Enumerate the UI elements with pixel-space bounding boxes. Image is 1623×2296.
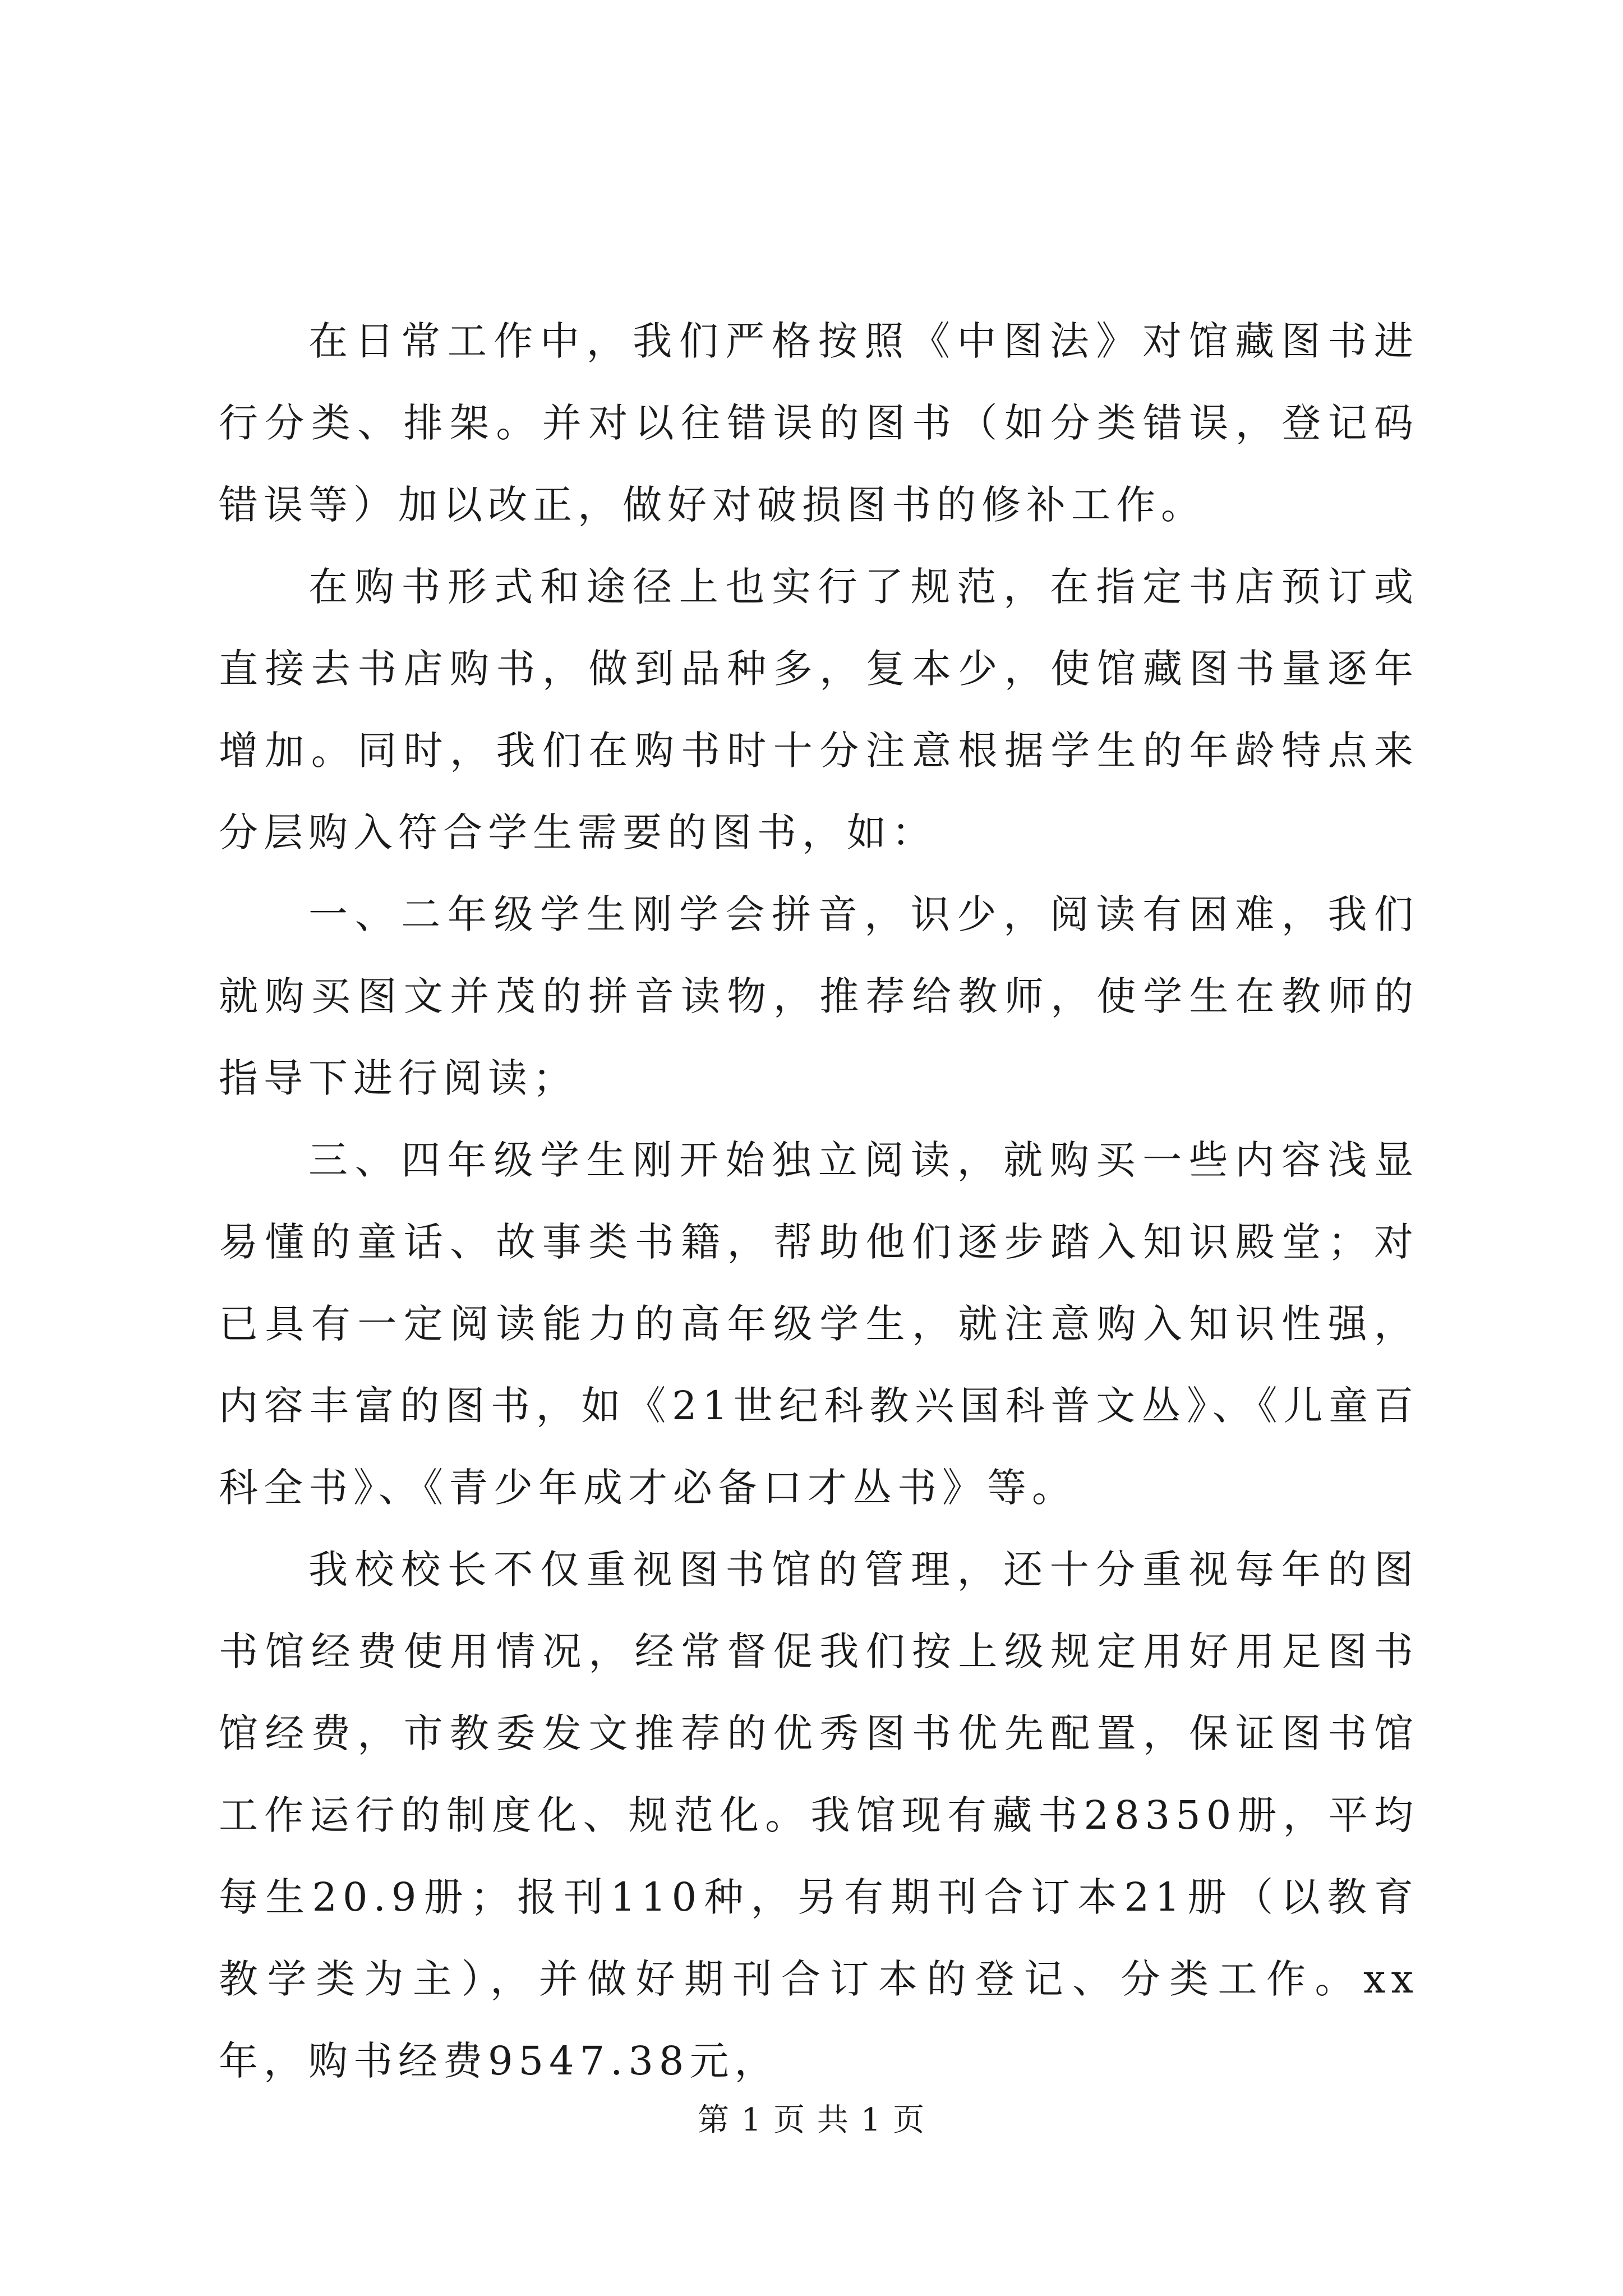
- paragraph-funding: 我校校长不仅重视图书馆的管理，还十分重视每年的图书馆经费使用情况，经常督促我们按上级规定用好用足图书馆经费，市教委发文推荐的优秀图书优先配置，保证图书馆工作运行的制度化、规范化。我馆现有藏书28350册，平均每生20.9册；报刊110种，另有期刊合订本21册（以教育教学类为主），并做好期刊合订本的登记、分类工作。xx年，购书经费9547.38元，: [219, 1547, 1419, 2084]
- paragraph-grade-1-2: 一、二年级学生刚学会拼音，识少，阅读有困难，我们就购买图文并茂的拼音读物，推荐给教师，使学生在教师的指导下进行阅读；: [219, 891, 1419, 1101]
- page-footer: 第 1 页 共 1 页: [697, 2102, 926, 2138]
- paragraph-grade-3-4: 三、四年级学生刚开始独立阅读，就购买一些内容浅显易懂的童话、故事类书籍，帮助他们逐步踏入知识殿堂；对已具有一定阅读能力的高年级学生，就注意购入知识性强，内容丰富的图书，如《21世纪科教兴国科普文丛》、《儿童百科全书》、《青少年成才必备口才丛书》等。: [219, 1137, 1419, 1511]
- document-body: [219, 300, 1419, 2102]
- paragraph-purchasing: 在购书形式和途径上也实行了规范，在指定书店预订或直接去书店购书，做到品种多，复本少，使馆藏图书量逐年增加。同时，我们在购书时十分注意根据学生的年龄特点来分层购入符合学生需要的图书，如：: [219, 564, 1419, 855]
- paragraph-classification: 在日常工作中，我们严格按照《中图法》对馆藏图书进行分类、排架。并对以往错误的图书（如分类错误，登记码错误等）加以改正，做好对破损图书的修补工作。: [219, 318, 1419, 528]
